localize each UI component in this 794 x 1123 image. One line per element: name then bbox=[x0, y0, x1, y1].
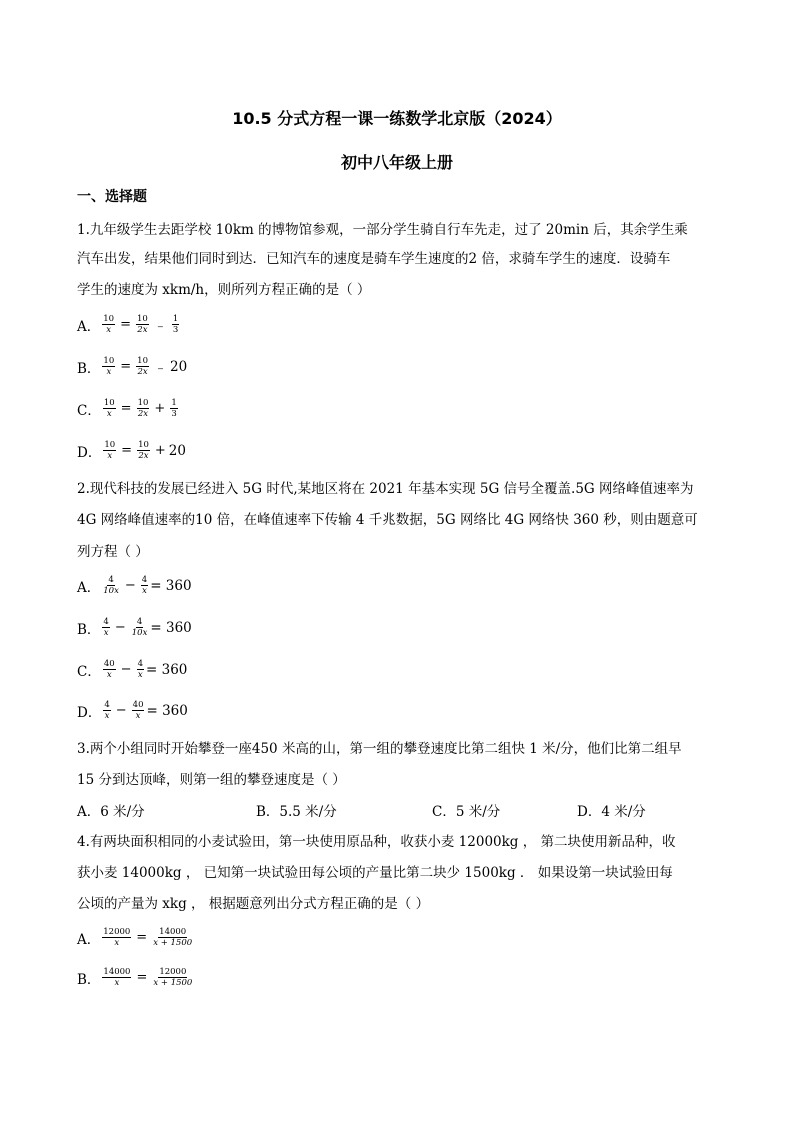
q2-option-a[interactable] bbox=[77, 575, 192, 596]
equals-sign: = bbox=[136, 930, 148, 945]
fraction: $\frac{14000}{x}$ bbox=[103, 967, 131, 988]
q2-text-line2: 4G 网络峰值速率的10 倍，在峰值速率下传输 4 千兆数据，5G 网络比 4G 网络快 360 秒，则由题意可 bbox=[77, 512, 698, 528]
minus-sign: − bbox=[114, 620, 126, 635]
equals-sign: = bbox=[121, 443, 133, 458]
q3-option-a[interactable]: A．6 米/分 bbox=[77, 804, 145, 820]
section-heading: 一、选择题 bbox=[77, 189, 147, 205]
q1-option-c[interactable] bbox=[77, 398, 180, 419]
fraction: $\frac{10}{x}$ bbox=[104, 440, 116, 461]
fraction: $\frac{10}{x}$ bbox=[103, 314, 115, 335]
minus-sign: − bbox=[124, 578, 136, 593]
equals-sign: = bbox=[120, 317, 131, 332]
q1-option-b[interactable] bbox=[77, 356, 187, 377]
fraction: $\frac{4}{x}$ bbox=[137, 659, 143, 680]
fraction: $\frac{1}{3}$ bbox=[171, 398, 177, 419]
equation-rhs: = 360 bbox=[150, 577, 192, 594]
q4-text-line3: 公顷的产量为 xkg ， 根据题意列出分式方程正确的是（ ） bbox=[77, 896, 430, 912]
option-label: D． bbox=[77, 704, 102, 721]
equation-rhs: = 360 bbox=[150, 619, 192, 636]
option-label: B． bbox=[77, 971, 101, 988]
option-label: A． bbox=[77, 931, 101, 948]
fraction: $\frac{10}{x}$ bbox=[103, 398, 115, 419]
q4-option-b[interactable] bbox=[77, 967, 195, 988]
q4-option-a[interactable] bbox=[77, 927, 195, 948]
fraction: $\frac{40}{x}$ bbox=[132, 700, 144, 721]
q1-text-line1: 1.九年级学生去距学校 10km 的博物馆参观，一部分学生骑自行车先走，过了 20min 后，其余学生乘 bbox=[77, 222, 688, 238]
minus-sign: − bbox=[120, 662, 132, 677]
fraction: $\frac{4}{x}$ bbox=[104, 700, 110, 721]
equals-sign: = bbox=[120, 401, 132, 416]
operator: ﹣ bbox=[153, 319, 167, 334]
q4-text-line1: 4.有两块面积相同的小麦试验田，第一块使用原品种，收获小麦 12000kg ， 第二块使用新品种，收 bbox=[77, 834, 676, 850]
option-label: D． bbox=[77, 444, 102, 461]
q1-option-d[interactable] bbox=[77, 440, 186, 461]
document-subtitle: 初中八年级上册 bbox=[340, 153, 453, 172]
option-label: C． bbox=[77, 663, 101, 680]
fraction: $\frac{10}{2x}$ bbox=[137, 398, 149, 419]
fraction: $\frac{10}{x}$ bbox=[103, 356, 115, 377]
fraction: $\frac{40}{x}$ bbox=[103, 659, 115, 680]
equals-sign: = bbox=[120, 359, 132, 374]
q2-text-line1: 2.现代科技的发展已经进入 5G 时代,某地区将在 2021 年基本实现 5G 信号全覆盖.5G 网络峰值速率为 bbox=[77, 481, 694, 497]
q1-text-line3: 学生的速度为 xkm/h，则所列方程正确的是（ ） bbox=[77, 282, 371, 298]
operator: ﹣ bbox=[153, 361, 167, 376]
fraction: $\frac{4}{10x}$ bbox=[103, 575, 119, 596]
q1-text-line2: 汽车出发，结果他们同时到达．已知汽车的速度是骑车学生速度的2 倍，求骑车学生的速度．设骑车 bbox=[77, 251, 671, 267]
constant: 20 bbox=[170, 358, 188, 375]
q2-option-b[interactable] bbox=[77, 617, 192, 638]
fraction: $\frac{4}{x}$ bbox=[141, 575, 148, 596]
fraction: $\frac{10}{2x}$ bbox=[137, 356, 148, 377]
q1-option-a[interactable] bbox=[77, 314, 181, 335]
fraction: $\frac{14000}{x + 1500}$ bbox=[153, 927, 193, 948]
q3-option-d[interactable]: D．4 米/分 bbox=[577, 804, 646, 820]
operator: + bbox=[154, 443, 166, 458]
document-title: 10.5 分式方程一课一练数学北京版（2024） bbox=[232, 109, 562, 128]
fraction: $\frac{4}{x}$ bbox=[103, 617, 109, 638]
fraction: $\frac{12000}{x + 1500}$ bbox=[153, 967, 193, 988]
fraction: $\frac{10}{2x}$ bbox=[138, 440, 149, 461]
q3-option-b[interactable]: B．5.5 米/分 bbox=[256, 804, 337, 820]
option-label: B． bbox=[77, 621, 101, 638]
q3-text-line2: 15 分到达顶峰，则第一组的攀登速度是（ ） bbox=[77, 772, 346, 788]
fraction: $\frac{12000}{x}$ bbox=[103, 927, 131, 948]
option-label: C． bbox=[77, 402, 101, 419]
option-label: A． bbox=[77, 579, 101, 596]
q3-option-c[interactable]: C．5 米/分 bbox=[432, 804, 501, 820]
fraction: $\frac{10}{2x}$ bbox=[136, 314, 148, 335]
q2-text-line3: 列方程（ ） bbox=[77, 544, 149, 560]
q2-option-c[interactable] bbox=[77, 659, 187, 680]
option-label: B． bbox=[77, 360, 101, 377]
fraction: $\frac{1}{3}$ bbox=[172, 314, 179, 335]
q4-text-line2: 获小麦 14000kg ， 已知第一块试验田每公顷的产量比第二块少 1500kg ． 如果设第一块试验田每 bbox=[77, 865, 673, 881]
minus-sign: − bbox=[115, 703, 127, 718]
constant: 20 bbox=[168, 442, 186, 459]
option-label: A． bbox=[77, 318, 101, 335]
equation-rhs: = 360 bbox=[146, 702, 188, 719]
operator: + bbox=[154, 401, 166, 416]
equals-sign: = bbox=[136, 970, 148, 985]
fraction: $\frac{4}{10x}$ bbox=[131, 617, 148, 638]
equation-rhs: = 360 bbox=[146, 661, 188, 678]
q2-option-d[interactable] bbox=[77, 700, 188, 721]
q3-text-line1: 3.两个小组同时开始攀登一座450 米高的山，第一组的攀登速度比第二组快 1 米/分，他们比第二组早 bbox=[77, 741, 682, 757]
